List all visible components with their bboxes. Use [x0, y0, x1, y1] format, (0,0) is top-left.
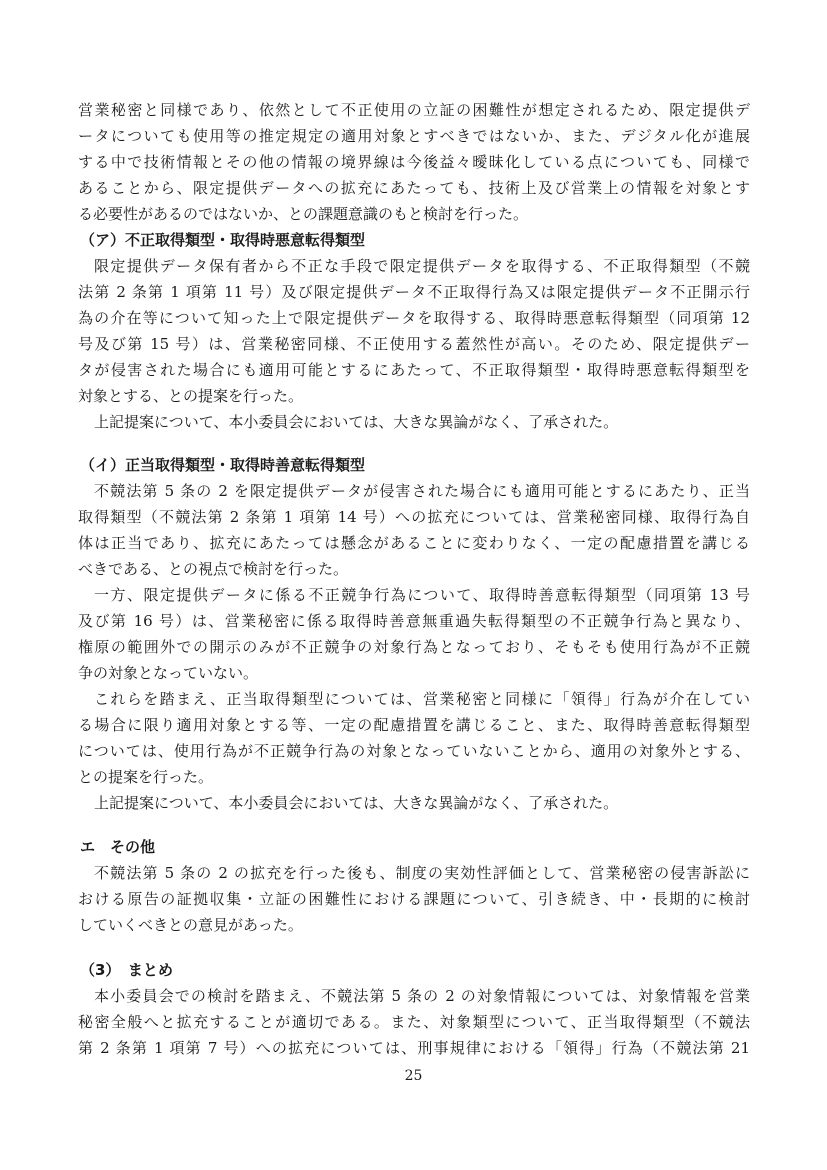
body-text-line: あることから、限定提供データへの拡充にあたっても、技術上及び営業上の情報を対象とす: [78, 179, 750, 197]
body-text-line: 号及び第 15 号）は、営業秘密同様、不正使用する蓋然性が高い。そのため、限定提供デー: [78, 335, 750, 353]
body-text-line: 不競法第 5 条の 2 を限定提供データが侵害された場合にも適用可能とするにあたり、正当: [94, 482, 750, 500]
body-text-line: 本小委員会での検討を踏まえ、不競法第 5 条の 2 の対象情報については、対象情報を営業: [94, 987, 750, 1005]
body-text-line: との提案を行った。: [78, 768, 214, 786]
section-heading-e: エ その他: [80, 838, 156, 856]
body-text-line: タが侵害された場合にも適用可能とするにあたって、不正取得類型・取得時悪意転得類型を: [78, 361, 750, 379]
body-text-line: 営業秘密と同様であり、依然として不正使用の立証の困難性が想定されるため、限定提供デ: [78, 101, 750, 119]
body-text-line: ータについても使用等の推定規定の適用対象とすべきではないか、また、デジタル化が進展: [78, 127, 750, 145]
body-text-line: 取得類型（不競法第 2 条第 1 項第 14 号）への拡充については、営業秘密同様、取得行為自: [78, 508, 750, 526]
body-text-line: については、使用行為が不正競争行為の対象となっていないことから、適用の対象外とする、: [78, 742, 750, 760]
section-heading-a: （ア）不正取得類型・取得時悪意転得類型: [80, 231, 366, 249]
body-text-line: 秘密全般へと拡充することが適切である。また、対象類型について、正当取得類型（不競法: [78, 1013, 750, 1031]
body-text-line: 第 2 条第 1 項第 7 号）への拡充については、刑事規律における「領得」行為（不競法第 21: [78, 1039, 750, 1057]
body-text-line: おける原告の証拠収集・立証の困難性における課題について、引き続き、中・長期的に検討: [78, 890, 750, 908]
body-text-line: 対象とする、との提案を行った。: [78, 387, 304, 405]
body-text-line: べきである、との視点で検討を行った。: [78, 560, 349, 578]
body-text-line: 権原の範囲外での開示のみが不正競争の対象行為となっており、そもそも使用行為が不正競: [78, 638, 750, 656]
body-text-line: 上記提案について、本小委員会においては、大きな異論がなく、了承された。: [94, 413, 619, 431]
body-text-line: 不競法第 5 条の 2 の拡充を行った後も、制度の実効性評価として、営業秘密の侵害訴訟に: [94, 864, 750, 882]
body-text-line: 一方、限定提供データに係る不正競争行為について、取得時善意転得類型（同項第 13 号: [94, 586, 750, 604]
body-text-line: 体は正当であり、拡充にあたっては懸念があることに変わりなく、一定の配慮措置を講じる: [78, 534, 750, 552]
body-text-line: 法第 2 条第 1 項第 11 号）及び限定提供データ不正取得行為又は限定提供データ不正開示行: [78, 283, 750, 301]
body-text-line: していくべきとの意見があった。: [78, 916, 303, 934]
body-text-line: る場合に限り適用対象とする等、一定の配慮措置を講じること、また、取得時善意転得類型: [78, 716, 750, 734]
page-number: 25: [404, 1068, 423, 1084]
body-text-line: する中で技術情報とその他の情報の境界線は今後益々曖昧化している点についても、同様で: [78, 153, 750, 171]
body-text-line: る必要性があるのではないか、との課題意識のもと検討を行った。: [78, 205, 529, 223]
body-text-line: 限定提供データ保有者から不正な手段で限定提供データを取得する、不正取得類型（不競: [94, 257, 750, 275]
body-text-line: 争の対象となっていない。: [78, 664, 259, 682]
section-heading-summary: （3） まとめ: [80, 961, 173, 979]
section-heading-b: （イ）正当取得類型・取得時善意転得類型: [80, 456, 366, 474]
body-text-line: 上記提案について、本小委員会においては、大きな異論がなく、了承された。: [94, 794, 619, 812]
body-text-line: 為の介在等について知った上で限定提供データを取得する、取得時悪意転得類型（同項第 12: [78, 309, 750, 327]
body-text-line: これらを踏まえ、正当取得類型については、営業秘密と同様に「領得」行為が介在してい: [94, 690, 750, 708]
body-text-line: 及び第 16 号）は、営業秘密に係る取得時善意無重過失転得類型の不正競争行為と異なり、: [78, 612, 750, 630]
